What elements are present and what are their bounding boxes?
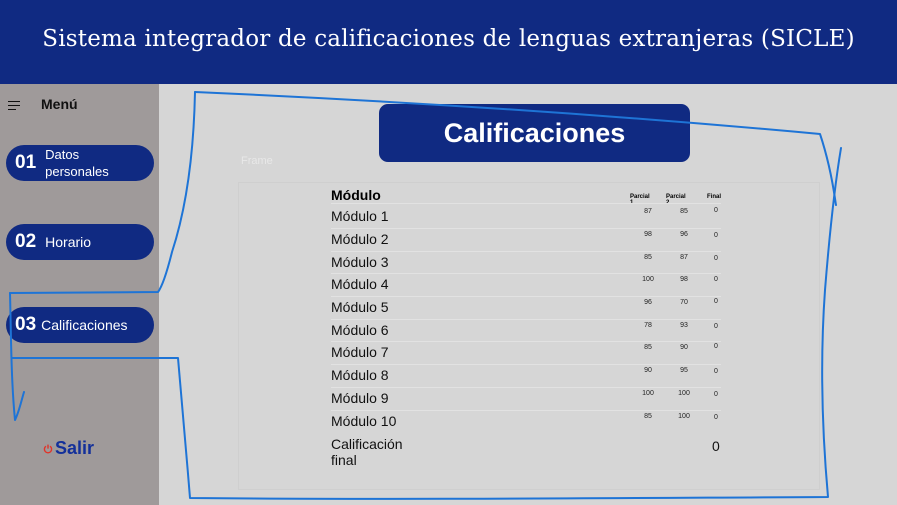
- page-title-banner: [379, 104, 690, 162]
- table-row: [159, 208, 897, 230]
- row-divider: [331, 364, 721, 365]
- final-grade: 0: [714, 323, 718, 330]
- row-divider: [331, 410, 721, 411]
- app-header: [0, 0, 897, 84]
- page-title: Calificaciones: [443, 117, 626, 148]
- sidebar-item-label: Datos personales: [45, 147, 109, 179]
- table-row: [159, 367, 897, 389]
- sidebar-item-label: Calificaciones: [41, 316, 128, 333]
- module-name: Módulo 7: [331, 344, 389, 360]
- final-grade: 0: [714, 343, 718, 350]
- partial-2-grade: 98: [680, 276, 688, 283]
- module-name: Módulo 9: [331, 390, 389, 406]
- final-grade-value: 0: [712, 438, 720, 454]
- table-row: [159, 231, 897, 253]
- column-header-final: Final: [707, 194, 722, 200]
- sidebar-item-number: 01: [15, 152, 37, 173]
- row-divider: [331, 319, 721, 320]
- menu-label: Menú: [41, 96, 78, 112]
- frame-label: Frame: [241, 155, 273, 167]
- row-divider: [331, 341, 721, 342]
- partial-2-grade: 100: [678, 390, 690, 397]
- partial-2-grade: 70: [680, 299, 688, 306]
- partial-1-grade: 85: [644, 344, 652, 351]
- table-row: [159, 299, 897, 321]
- partial-1-grade: 100: [642, 390, 654, 397]
- column-header-module: Módulo: [331, 187, 381, 203]
- module-name: Módulo 4: [331, 276, 389, 292]
- module-name: Módulo 10: [331, 413, 397, 429]
- partial-1-grade: 100: [642, 276, 654, 283]
- partial-2-grade: 96: [680, 231, 688, 238]
- final-grade: 0: [714, 414, 718, 421]
- partial-2-grade: 90: [680, 344, 688, 351]
- hamburger-icon[interactable]: [8, 101, 20, 110]
- final-grade: 0: [714, 232, 718, 239]
- logout-label: Salir: [55, 438, 95, 458]
- final-grade: 0: [714, 276, 718, 283]
- module-name: Módulo 8: [331, 367, 389, 383]
- final-grade: 0: [714, 255, 718, 262]
- partial-1-grade: 85: [644, 413, 652, 420]
- row-divider: [331, 387, 721, 388]
- table-row: [159, 390, 897, 412]
- menu-toggle[interactable]: [8, 96, 78, 112]
- final-grade-label: Calificación final: [331, 436, 403, 468]
- partial-2-grade: 93: [680, 322, 688, 329]
- sidebar-item-label: Horario: [45, 233, 92, 250]
- row-divider: [331, 228, 721, 229]
- main-content: [159, 84, 897, 505]
- partial-2-grade: 100: [678, 413, 690, 420]
- module-name: Módulo 5: [331, 299, 389, 315]
- column-header-partial-2: Parcial: [666, 194, 686, 200]
- row-divider: [331, 251, 721, 252]
- partial-2-grade: 87: [680, 254, 688, 261]
- final-grade: 0: [714, 391, 718, 398]
- row-divider: [331, 273, 721, 274]
- final-grade: 0: [714, 368, 718, 375]
- row-divider: [331, 203, 721, 204]
- partial-1-grade: 85: [644, 254, 652, 261]
- sidebar-item-horario[interactable]: [6, 224, 154, 260]
- module-name: Módulo 6: [331, 322, 389, 338]
- app-title: Sistema integrador de calificaciones de lenguas extranjeras (SICLE): [42, 26, 855, 52]
- partial-1-grade: 78: [644, 322, 652, 329]
- sidebar-item-datos-personales[interactable]: [6, 145, 154, 181]
- partial-2-grade: 85: [680, 208, 688, 215]
- power-icon: [43, 444, 53, 454]
- table-row: [159, 276, 897, 298]
- module-name: Módulo 2: [331, 231, 389, 247]
- table-row: [159, 344, 897, 366]
- table-row: [159, 413, 897, 435]
- partial-2-grade: 95: [680, 367, 688, 374]
- sidebar-item-number: 02: [15, 231, 37, 252]
- partial-1-grade: 90: [644, 367, 652, 374]
- logout-button[interactable]: [43, 438, 94, 459]
- sidebar-item-calificaciones[interactable]: [6, 307, 154, 343]
- sidebar-item-number: 03: [15, 314, 37, 335]
- column-header-partial-1: Parcial: [630, 194, 650, 200]
- partial-1-grade: 96: [644, 299, 652, 306]
- module-name: Módulo 3: [331, 254, 389, 270]
- partial-1-grade: 98: [644, 231, 652, 238]
- row-divider: [331, 296, 721, 297]
- final-grade: 0: [714, 207, 718, 214]
- sidebar: [0, 84, 159, 505]
- partial-1-grade: 87: [644, 208, 652, 215]
- module-name: Módulo 1: [331, 208, 389, 224]
- final-grade: 0: [714, 298, 718, 305]
